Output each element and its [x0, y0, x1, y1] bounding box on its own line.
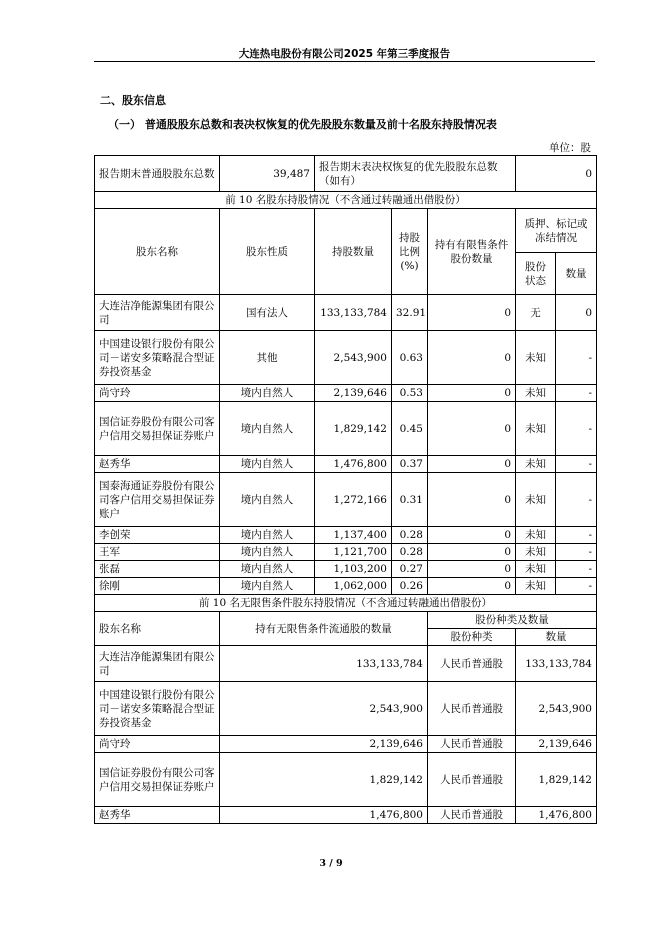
- pledge-qty: -: [556, 527, 597, 544]
- shares-held: 1,476,800: [315, 456, 392, 473]
- shareholder-name: 赵秀华: [95, 456, 220, 473]
- unrestricted-shares: 2,543,900: [220, 682, 428, 736]
- share-type-qty: 2,543,900: [516, 682, 597, 736]
- holding-ratio: 0.31: [392, 473, 428, 527]
- pledge-qty: -: [556, 544, 597, 561]
- restricted-shares: 0: [428, 331, 516, 385]
- header-nature: 股东性质: [220, 209, 315, 295]
- header-name: 股东名称: [95, 209, 220, 295]
- shareholder-row: [95, 578, 597, 595]
- holding-ratio: 0.45: [392, 402, 428, 456]
- restricted-shares: 0: [428, 385, 516, 402]
- shareholder-nature: 其他: [220, 331, 315, 385]
- preferred-shareholders-value: 0: [516, 156, 597, 192]
- unrestricted-shareholder-name: 赵秀华: [95, 807, 220, 824]
- shareholder-nature: 境内自然人: [220, 385, 315, 402]
- report-header-title: 大连热电股份有限公司2025 年第三季度报告: [238, 48, 451, 60]
- share-type-qty: 2,139,646: [516, 736, 597, 753]
- shareholder-name: 张磊: [95, 561, 220, 578]
- unrestricted-shareholder-name: 国信证券股份有限公司客户信用交易担保证券账户: [95, 753, 220, 807]
- shares-held: 1,062,000: [315, 578, 392, 595]
- top10-title: 前 10 名股东持股情况（不含通过转融通出借股份）: [95, 192, 597, 209]
- pledge-status: 未知: [516, 456, 556, 473]
- shareholder-name: 尚守玲: [95, 385, 220, 402]
- unrestricted-header-name: 股东名称: [95, 612, 220, 646]
- restricted-shares: 0: [428, 402, 516, 456]
- holding-ratio: 0.26: [392, 578, 428, 595]
- unrestricted-header-qty: 数量: [516, 629, 597, 646]
- share-type-qty: 133,133,784: [516, 646, 597, 682]
- pledge-status: 未知: [516, 331, 556, 385]
- shareholder-nature: 境内自然人: [220, 402, 315, 456]
- unit-label: 单位：股: [549, 142, 591, 154]
- shareholder-nature: 境内自然人: [220, 473, 315, 527]
- shareholder-row: [95, 456, 597, 473]
- unrestricted-shareholder-name: 尚守玲: [95, 736, 220, 753]
- shareholder-row: [95, 544, 597, 561]
- pledge-status: 无: [516, 295, 556, 331]
- preferred-shareholders-label: 报告期末表决权恢复的优先股股东总数（如有）: [315, 156, 516, 192]
- restricted-shares: 0: [428, 295, 516, 331]
- unrestricted-header-type: 股份种类: [428, 629, 516, 646]
- shareholder-nature: 境内自然人: [220, 578, 315, 595]
- shareholder-row: [95, 473, 597, 527]
- top10-title-row: [95, 192, 597, 209]
- header-status: 股份状态: [516, 253, 556, 295]
- shares-held: 2,543,900: [315, 331, 392, 385]
- holding-ratio: 0.28: [392, 544, 428, 561]
- unrestricted-shares: 1,829,142: [220, 753, 428, 807]
- unrestricted-shares: 1,476,800: [220, 807, 428, 824]
- share-type: 人民币普通股: [428, 807, 516, 824]
- shareholder-name: 大连洁净能源集团有限公司: [95, 295, 220, 331]
- holding-ratio: 32.91: [392, 295, 428, 331]
- shareholder-name: 徐刚: [95, 578, 220, 595]
- header-restricted: 持有有限售条件股份数量: [428, 209, 516, 295]
- shareholder-name: 中国建设银行股份有限公司－诺安多策略混合型证券投资基金: [95, 331, 220, 385]
- holding-ratio: 0.37: [392, 456, 428, 473]
- shareholder-name: 国泰海通证券股份有限公司客户信用交易担保证券账户: [95, 473, 220, 527]
- share-type-qty: 1,476,800: [516, 807, 597, 824]
- unrestricted-shareholder-name: 大连洁净能源集团有限公司: [95, 646, 220, 682]
- shareholder-row: [95, 295, 597, 331]
- shareholder-nature: 境内自然人: [220, 456, 315, 473]
- shareholder-row: [95, 385, 597, 402]
- shareholder-row: [95, 402, 597, 456]
- pledge-qty: 0: [556, 295, 597, 331]
- shareholder-name: 王军: [95, 544, 220, 561]
- unrestricted-header-type-group: 股份种类及数量: [428, 612, 597, 629]
- unrestricted-row: [95, 646, 597, 682]
- restricted-shares: 0: [428, 561, 516, 578]
- pledge-qty: -: [556, 385, 597, 402]
- pledge-status: 未知: [516, 402, 556, 456]
- shares-held: 1,103,200: [315, 561, 392, 578]
- holding-ratio: 0.53: [392, 385, 428, 402]
- share-type-qty: 1,829,142: [516, 753, 597, 807]
- pledge-qty: -: [556, 473, 597, 527]
- shareholder-nature: 境内自然人: [220, 544, 315, 561]
- pledge-status: 未知: [516, 527, 556, 544]
- unrestricted-row: [95, 753, 597, 807]
- shares-held: 1,137,400: [315, 527, 392, 544]
- shareholder-nature: 境内自然人: [220, 561, 315, 578]
- unrestricted-shares: 133,133,784: [220, 646, 428, 682]
- share-type: 人民币普通股: [428, 736, 516, 753]
- pledge-qty: -: [556, 561, 597, 578]
- restricted-shares: 0: [428, 473, 516, 527]
- unrestricted-shareholder-name: 中国建设银行股份有限公司－诺安多策略混合型证券投资基金: [95, 682, 220, 736]
- restricted-shares: 0: [428, 456, 516, 473]
- share-type: 人民币普通股: [428, 753, 516, 807]
- header-qty: 数量: [556, 253, 597, 295]
- header-divider: [94, 61, 595, 62]
- restricted-shares: 0: [428, 527, 516, 544]
- pledge-status: 未知: [516, 544, 556, 561]
- shareholder-row: [95, 561, 597, 578]
- shares-held: 1,121,700: [315, 544, 392, 561]
- common-shareholders-value: 39,487: [220, 156, 315, 192]
- unrestricted-row: [95, 807, 597, 824]
- pledge-status: 未知: [516, 578, 556, 595]
- shareholder-row: [95, 331, 597, 385]
- unrestricted-title-row: [95, 595, 597, 612]
- unrestricted-title: 前 10 名无限售条件股东持股情况（不含通过转融通出借股份）: [95, 595, 597, 612]
- pledge-qty: -: [556, 331, 597, 385]
- unrestricted-header-shares: 持有无限售条件流通股的数量: [220, 612, 428, 646]
- shareholder-name: 国信证券股份有限公司客户信用交易担保证券账户: [95, 402, 220, 456]
- holding-ratio: 0.27: [392, 561, 428, 578]
- shares-held: 1,829,142: [315, 402, 392, 456]
- shareholder-name: 李创荣: [95, 527, 220, 544]
- share-type: 人民币普通股: [428, 646, 516, 682]
- unrestricted-row: [95, 736, 597, 753]
- section-title: 二、股东信息: [100, 94, 166, 107]
- common-shareholders-label: 报告期末普通股股东总数: [95, 156, 220, 192]
- shareholder-nature: 境内自然人: [220, 527, 315, 544]
- pledge-qty: -: [556, 456, 597, 473]
- holding-ratio: 0.63: [392, 331, 428, 385]
- pledge-status: 未知: [516, 385, 556, 402]
- page-number: 3 / 9: [319, 858, 343, 869]
- header-pledge: 质押、标记或冻结情况: [516, 209, 597, 253]
- restricted-shares: 0: [428, 578, 516, 595]
- shares-held: 1,272,166: [315, 473, 392, 527]
- shareholder-row: [95, 527, 597, 544]
- unrestricted-row: [95, 682, 597, 736]
- shareholder-nature: 国有法人: [220, 295, 315, 331]
- subsection-title: （一） 普通股股东总数和表决权恢复的优先股股东数量及前十名股东持股情况表: [108, 118, 497, 131]
- shares-held: 2,139,646: [315, 385, 392, 402]
- shares-held: 133,133,784: [315, 295, 392, 331]
- unrestricted-shares: 2,139,646: [220, 736, 428, 753]
- pledge-qty: -: [556, 402, 597, 456]
- header-ratio: 持股比例(%): [392, 209, 428, 295]
- restricted-shares: 0: [428, 544, 516, 561]
- pledge-qty: -: [556, 578, 597, 595]
- pledge-status: 未知: [516, 561, 556, 578]
- shareholder-table: [94, 155, 597, 824]
- summary-row: [95, 156, 597, 192]
- pledge-status: 未知: [516, 473, 556, 527]
- holding-ratio: 0.28: [392, 527, 428, 544]
- header-shares: 持股数量: [315, 209, 392, 295]
- share-type: 人民币普通股: [428, 682, 516, 736]
